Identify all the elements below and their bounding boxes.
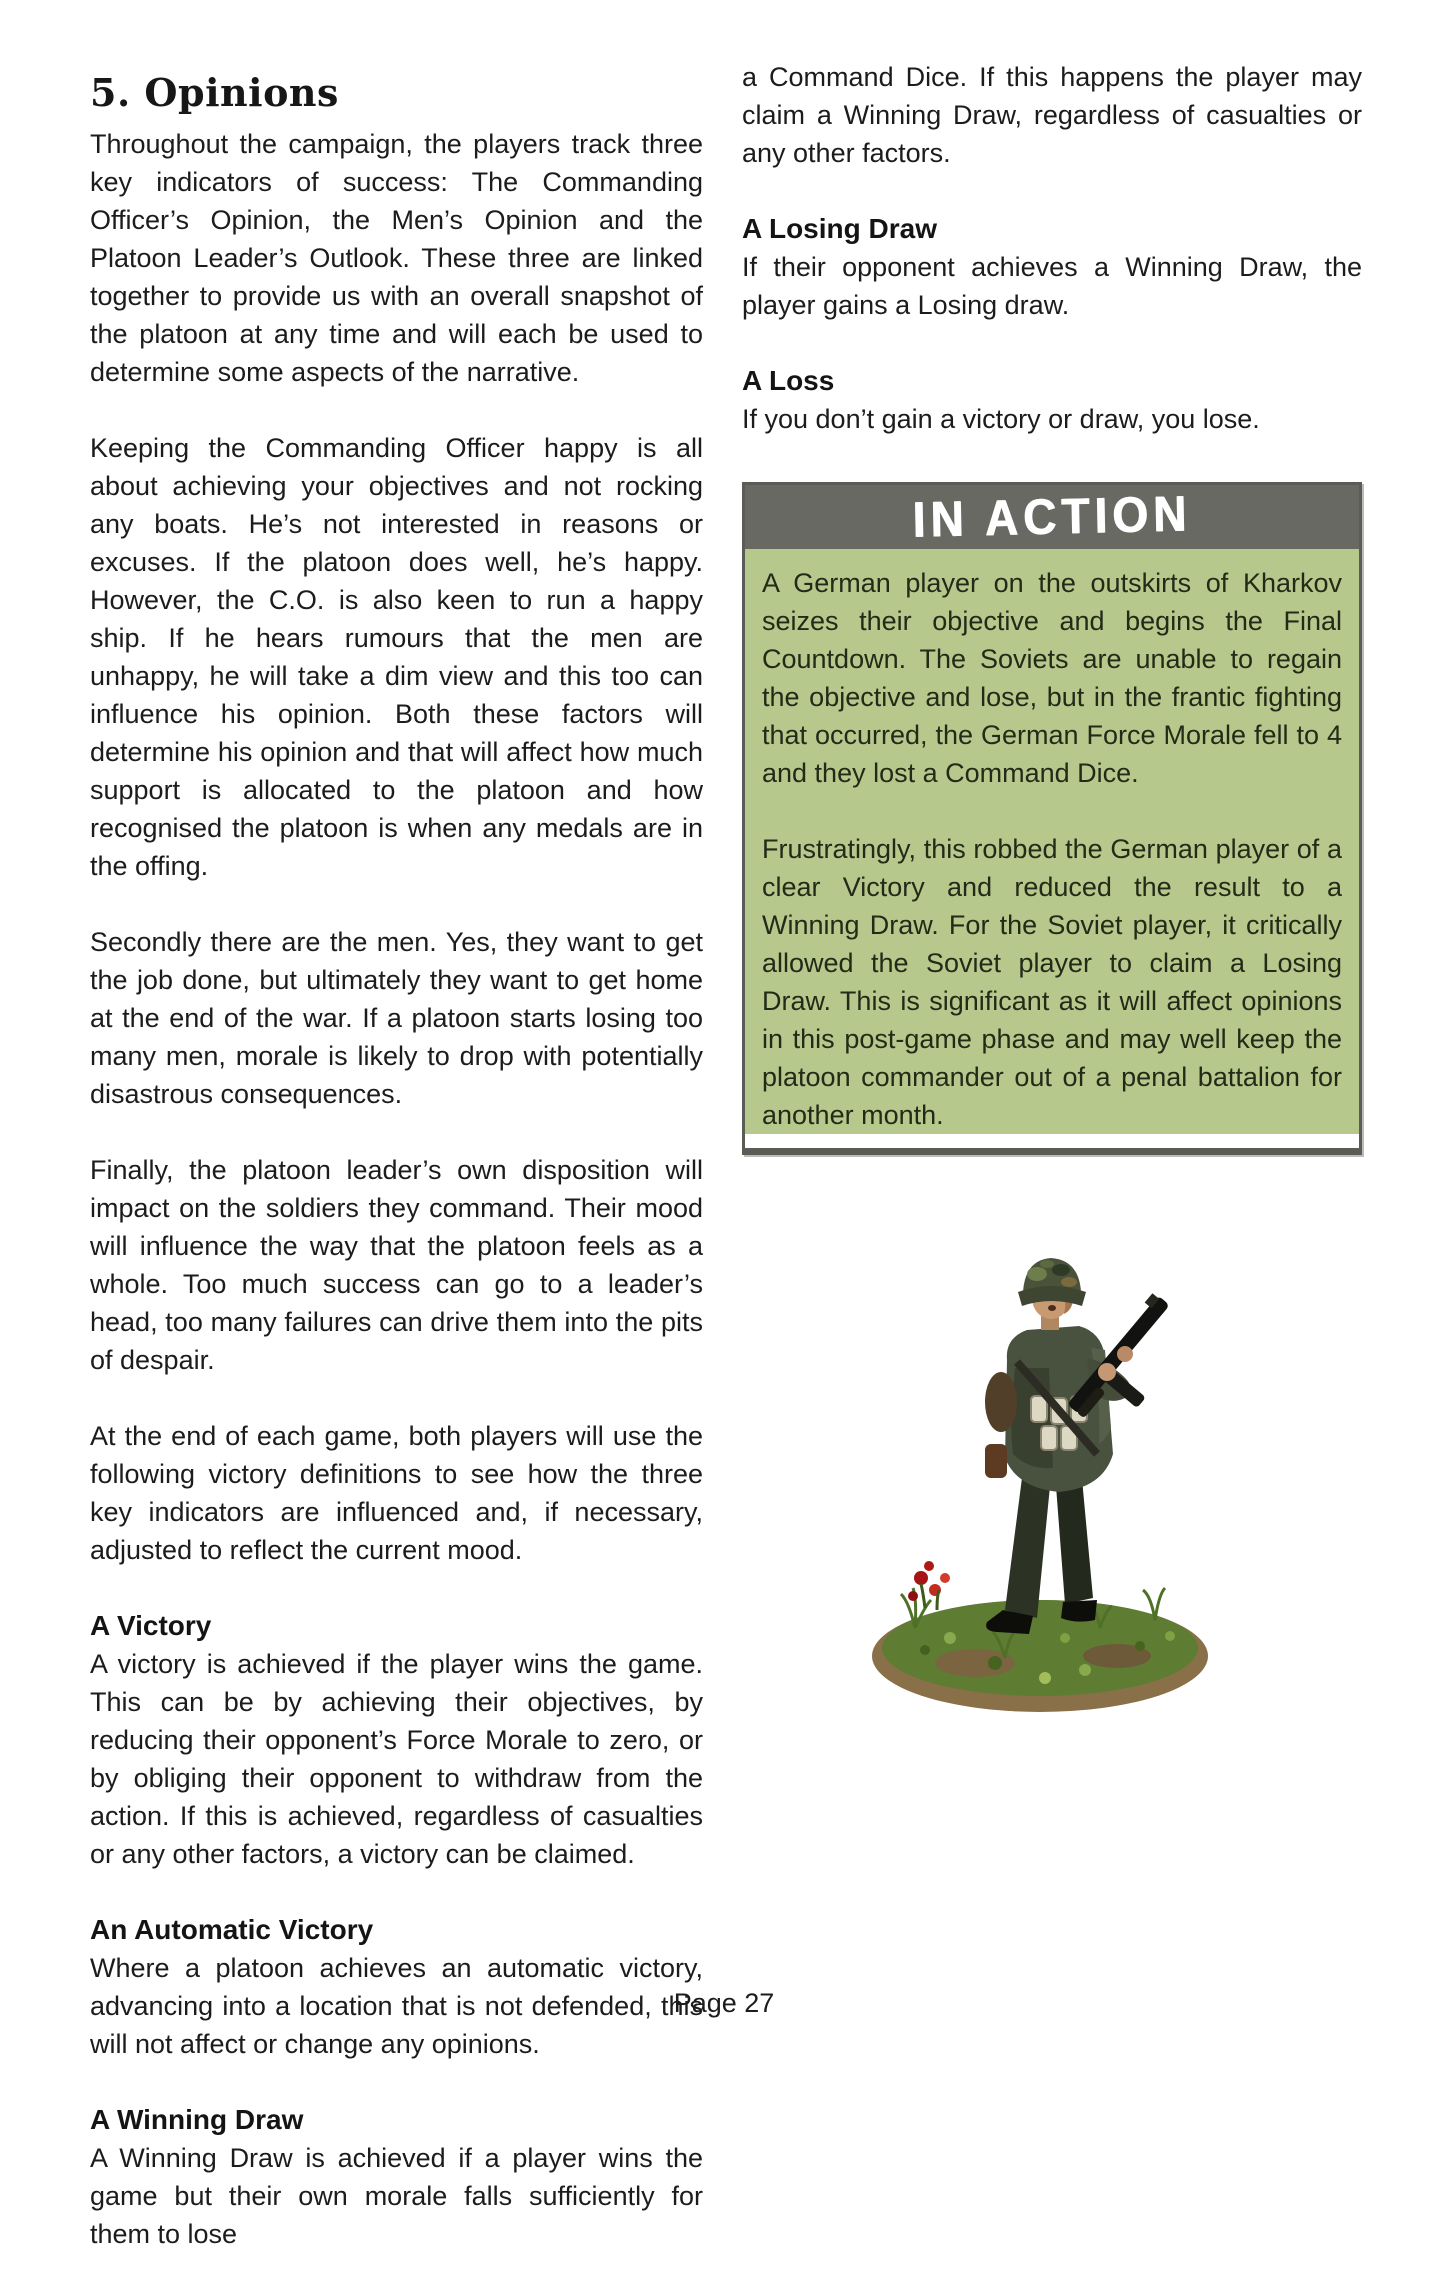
paragraph: If you don’t gain a victory or draw, you lose. [742,404,1260,434]
paragraph-continued: a Command Dice. If this happens the player may claim a Winning Draw, regardless of casualties or any other factors. [742,62,1362,168]
in-action-box [742,482,1362,1155]
paragraph: At the end of each game, both players will use the following victory definitions to see how the three key indicators are influenced and, if necessary, adjusted to reflect the current mood. [90,1421,703,1565]
paragraph: Finally, the platoon leader’s own disposition will impact on the soldiers they command. Their mood will influence the way that the platoon feels as a whole. Too much success can go to a leader’s head, too many failures can drive them into the pits of despair. [90,1155,703,1375]
in-action-paragraph: A German player on the outskirts of Kharkov seizes their objective and begins the Final Countdown. The Soviets are unable to regain the objective and lose, but in the frantic fighting that occurred, the German Force Morale fell to 4 and they lost a Command Dice. [762,568,1342,788]
heading-an-automatic-victory: An Automatic Victory [90,1914,374,1945]
miniature-figure [855,1158,1225,1718]
paragraph: Keeping the Commanding Officer happy is all about achieving your objectives and not rocking any boats. He’s not interested in reasons or excuses. If the platoon does well, he’s happy. However, the C.O. is also keen to run a happy ship. If he hears rumours that the men are unhappy, he will take a dim view and this too can influence his opinion. Both these factors will determine his opinion and that will affect how much support is allocated to the platoon and how recognised the platoon is when any medals are in the offing. [90,433,703,881]
heading-a-loss: A Loss [742,365,835,396]
heading-a-winning-draw: A Winning Draw [90,2104,304,2135]
paragraph: Where a platoon achieves an automatic victory, advancing into a location that is not defended, this will not affect or change any opinions. [90,1953,703,2059]
in-action-body [745,549,1359,1134]
section-title: 5. Opinions [90,70,339,115]
paragraph: A Winning Draw is achieved if a player wins the game but their own morale falls sufficiently for them to lose [90,2143,703,2249]
paragraph: If their opponent achieves a Winning Draw, the player gains a Losing draw. [742,252,1362,320]
in-action-header [745,485,1359,549]
paragraph: A victory is achieved if the player wins the game. This can be by achieving their objectives, by reducing their opponent’s Force Morale to zero, or by obliging their opponent to withdraw from the action. If this is achieved, regardless of casualties or any other factors, a victory can be claimed. [90,1649,703,1869]
heading-a-victory: A Victory [90,1610,212,1641]
in-action-title: IN ACTION [912,484,1192,549]
right-column [742,58,1362,476]
heading-a-losing-draw: A Losing Draw [742,213,937,244]
left-column [90,70,703,2291]
in-action-paragraph: Frustratingly, this robbed the German player of a clear Victory and reduced the result to a Winning Draw. For the Soviet player, it critically allowed the Soviet player to claim a Losing Draw. This is significant as it will affect opinions in this post-game phase and may well keep the platoon commander out of a penal battalion for another month. [762,834,1342,1130]
paragraph: Throughout the campaign, the players track three key indicators of success: The Commanding Officer’s Opinion, the Men’s Opinion and the Platoon Leader’s Outlook. These three are linked together to provide us with an overall snapshot of the platoon at any time and will each be used to determine some aspects of the narrative. [90,129,703,387]
paragraph: Secondly there are the men. Yes, they want to get the job done, but ultimately they want to get home at the end of the war. If a platoon starts losing too many men, morale is likely to drop with potentially disastrous consequences. [90,927,703,1109]
german-soldier-miniature-icon [855,1158,1225,1718]
page-footer: Page 27 [673,1988,775,2018]
